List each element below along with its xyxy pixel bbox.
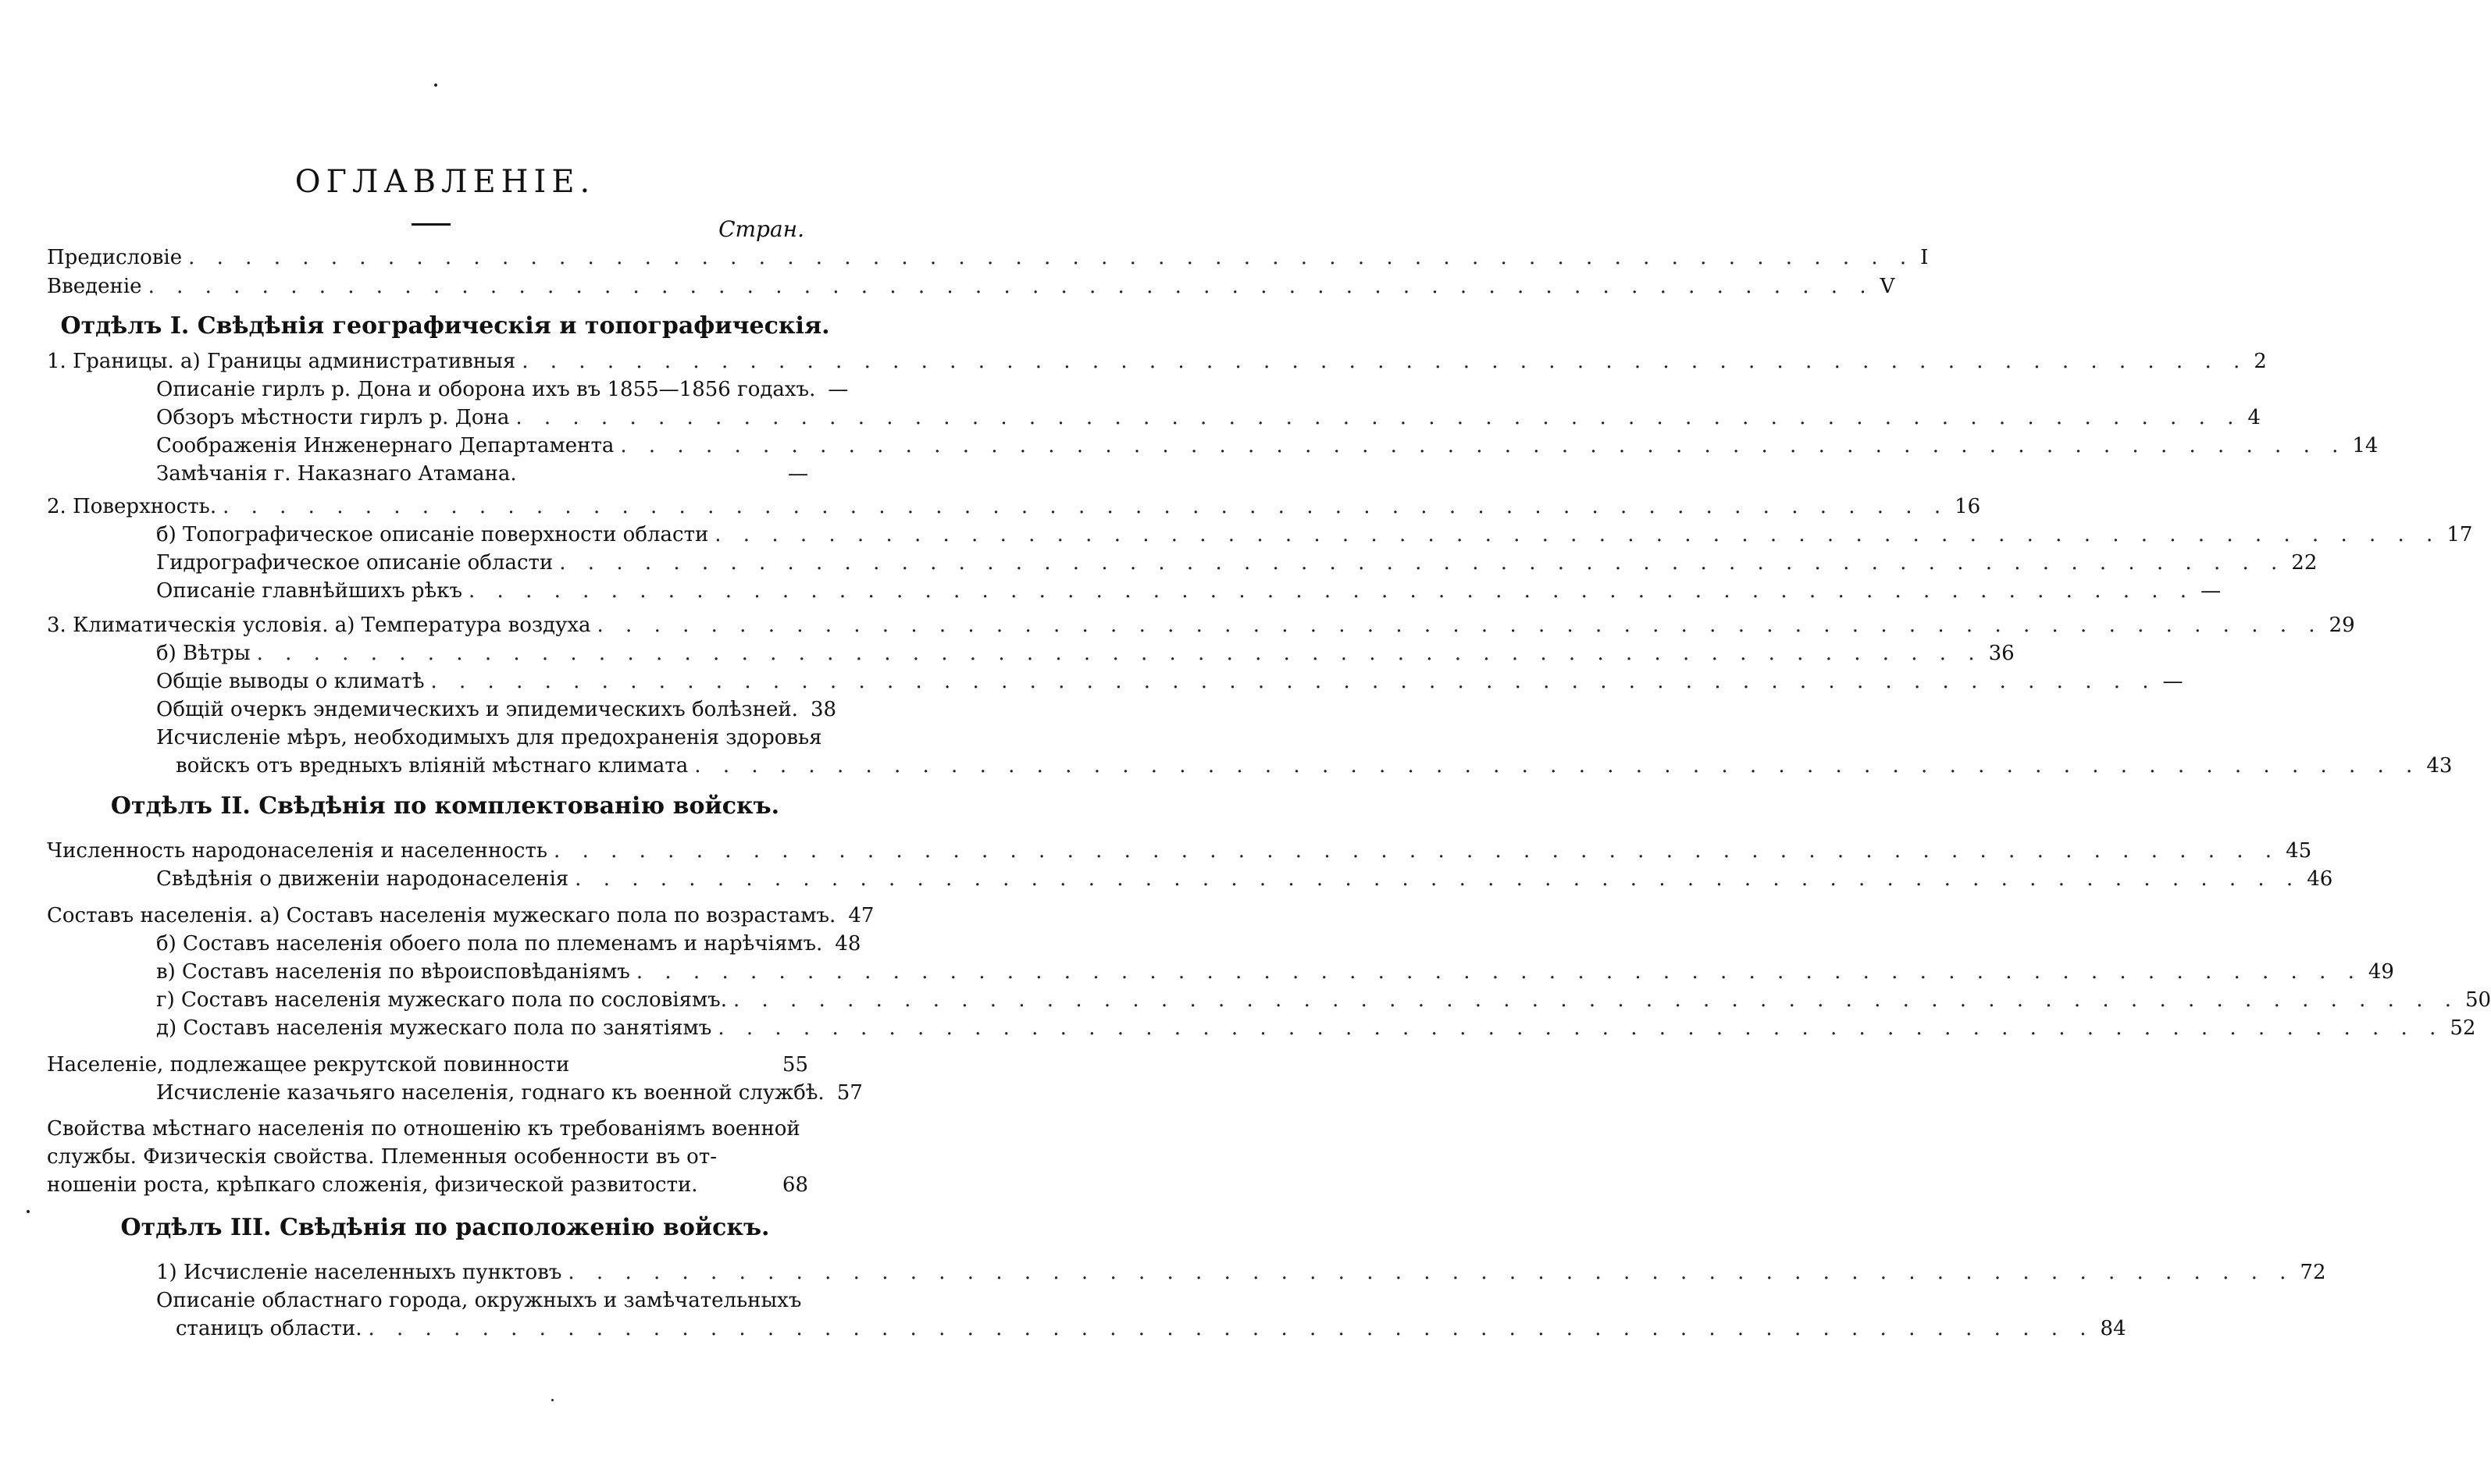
toc-entry[interactable]: [47, 272, 1895, 301]
toc-entry[interactable]: [156, 667, 2183, 696]
dot-leader: . . . . . . . . . . . . . . . . . . . . . . . . . . . . . . . . . . . . . . . . . . . . . . . . . . . . . . . . . . . . .: [718, 1016, 2444, 1040]
entry-label: службы. Физическія свойства. Племенныя особенности въ от-: [47, 1145, 717, 1169]
toc-entry[interactable]: [47, 837, 2312, 865]
page-number: 22: [2291, 551, 2318, 575]
page-column-header: Стран.: [718, 216, 804, 242]
toc-entry[interactable]: [156, 549, 2318, 577]
page-number: 68: [782, 1173, 808, 1197]
entry-label: г) Составъ населенія мужескаго пола по сословіямъ.: [156, 988, 727, 1012]
page-number: —: [2201, 579, 2222, 603]
page-number: 72: [2300, 1261, 2326, 1284]
toc-entry[interactable]: [156, 432, 2379, 460]
section-heading: Отдѣлъ II. Свѣдѣнія по комплектованію войскъ.: [110, 792, 780, 820]
page-number: 4: [2247, 406, 2261, 429]
page-number: 17: [2446, 523, 2473, 546]
entry-label: Исчисленіе мѣръ, необходимыхъ для предохраненія здоровья: [156, 726, 822, 749]
toc-entry[interactable]: [156, 958, 2394, 986]
entry-label: Населеніе, подлежащее рекрутской повинности: [47, 1053, 570, 1077]
toc-entry[interactable]: [47, 244, 1929, 272]
toc-entry[interactable]: [47, 493, 1981, 521]
entry-label: 1) Исчисленіе населенныхъ пунктовъ: [156, 1261, 562, 1284]
dot-leader: . . . . . . . . . . . . . . . . . . . . . . . . . . . . . . . . . . . . . . . . . . . . . . . . . . . . . . . . . . . . .: [188, 246, 1915, 269]
page-number: 50: [2465, 988, 2491, 1012]
page-number: 48: [835, 932, 861, 956]
dot-leader: . . . . . . . . . . . . . . . . . . . . . . . . . . . . . . . . . . . . . . . . . . . . . . . . . . . . . . . . . . . . .: [575, 867, 2301, 891]
entry-label: войскъ отъ вредныхъ вліяній мѣстнаго климата: [176, 754, 689, 778]
dot-leader: . . . . . . . . . . . . . . . . . . . . . . . . . . . . . . . . . . . . . . . . . . . . . . . . . . . . . . . . . . . . .: [148, 275, 1874, 298]
entry-label: 1. Границы. а) Границы административныя: [47, 350, 516, 373]
entry-label: Описаніе гирлъ р. Дона и оборона ихъ въ 1855—1856 годахъ.: [156, 378, 816, 401]
toc-entry[interactable]: [156, 639, 2015, 667]
dot-leader: . . . . . . . . . . . . . . . . . . . . . . . . . . . . . . . . . . . . . . . . . . . . . . . . . . . . . . . . . . . . .: [469, 579, 2195, 603]
page-number: —: [788, 462, 808, 486]
page-number: —: [828, 378, 849, 401]
dot-leader: . . . . . . . . . . . . . . . . . . . . . . . . . . . . . . . . . . . . . . . . . . . . . . . . . . . . . . . . . . . . .: [597, 614, 2323, 637]
dot-leader: . . . . . . . . . . . . . . . . . . . . . . . . . . . . . . . . . . . . . . . . . . . . . . . . . . . . . . . . . . . . .: [620, 434, 2347, 457]
entry-label: б) Топографическое описаніе поверхности области: [156, 523, 709, 546]
entry-label: в) Составъ населенія по вѣроисповѣданіямъ: [156, 960, 630, 984]
speck-mark: [551, 1399, 554, 1401]
entry-label: Исчисленіе казачьяго населенія, годнаго къ военной службѣ.: [156, 1081, 825, 1105]
entry-label: Описаніе главнѣйшихъ рѣкъ: [156, 579, 463, 603]
toc-entry[interactable]: [47, 902, 875, 930]
toc-entry[interactable]: [47, 347, 2267, 375]
dot-leader: . . . . . . . . . . . . . . . . . . . . . . . . . . . . . . . . . . . . . . . . . . . . . . . . . . . . . . . . . . . . .: [223, 495, 1949, 518]
toc-entry[interactable]: [156, 696, 837, 724]
page-number: 29: [2329, 614, 2355, 637]
dot-leader: . . . . . . . . . . . . . . . . . . . . . . . . . . . . . . . . . . . . . . . . . . . . . . . . . . . . . . . . . . . . .: [430, 670, 2157, 693]
toc-entry[interactable]: [156, 375, 849, 404]
entry-label: Обзоръ мѣстности гирлъ р. Дона: [156, 406, 510, 429]
entry-label: Замѣчанія г. Наказнаго Атамана.: [156, 462, 517, 486]
page-number: 36: [1988, 642, 2015, 665]
toc-entry[interactable]: [176, 1315, 2126, 1343]
toc-entry[interactable]: [156, 521, 2473, 549]
page-number: 84: [2100, 1317, 2126, 1340]
entry-label: Численность народонаселенія и населенность: [47, 839, 548, 863]
section-heading: Отдѣлъ III. Свѣдѣнія по расположенію войскъ.: [120, 1214, 770, 1241]
title-rule: [412, 223, 451, 226]
toc-entry[interactable]: [47, 1171, 808, 1199]
entry-label: ношеніи роста, крѣпкаго сложенія, физической развитости.: [47, 1173, 698, 1197]
entry-label: Соображенія Инженернаго Департамента: [156, 434, 615, 457]
toc-entry[interactable]: [47, 611, 2355, 639]
entry-label: б) Вѣтры: [156, 642, 251, 665]
dot-leader: . . . . . . . . . . . . . . . . . . . . . . . . . . . . . . . . . . . . . . . . . . . . . . . . . . . . . . . . . . . . .: [522, 350, 2248, 373]
dot-leader: . . . . . . . . . . . . . . . . . . . . . . . . . . . . . . . . . . . . . . . . . . . . . . . . . . . . . . . . . . . . .: [694, 754, 2421, 778]
page-number: 47: [848, 904, 875, 927]
toc-entry[interactable]: [156, 865, 2333, 893]
page-number: —: [2162, 670, 2183, 693]
entry-label: Свойства мѣстнаго населенія по отношенію къ требованіямъ военной: [47, 1117, 800, 1141]
page-number: 45: [2286, 839, 2312, 863]
dot-leader: . . . . . . . . . . . . . . . . . . . . . . . . . . . . . . . . . . . . . . . . . . . . . . . . . . . . . . . . . . . . .: [554, 839, 2280, 863]
entry-label: 3. Климатическія условія. а) Температура воздуха: [47, 614, 591, 637]
toc-entry[interactable]: [156, 460, 808, 488]
entry-label: Предисловіе: [47, 246, 183, 269]
toc-entry[interactable]: [156, 1079, 863, 1107]
dot-leader: . . . . . . . . . . . . . . . . . . . . . . . . . . . . . . . . . . . . . . . . . . . . . . . . . . . . . . . . . . . . .: [636, 960, 2362, 984]
toc-entry[interactable]: [47, 1051, 808, 1079]
page-number: 43: [2426, 754, 2453, 778]
page-number: V: [1880, 275, 1895, 298]
page-number: 57: [836, 1081, 863, 1105]
speck-mark: [434, 84, 437, 87]
toc-entry[interactable]: [156, 1014, 2476, 1042]
dot-leader: . . . . . . . . . . . . . . . . . . . . . . . . . . . . . . . . . . . . . . . . . . . . . . . . . . . . . . . . . . . . .: [559, 551, 2286, 575]
toc-entry[interactable]: [156, 577, 2222, 605]
entry-label: Описаніе областнаго города, окружныхъ и замѣчательныхъ: [156, 1289, 802, 1312]
dot-leader: . . . . . . . . . . . . . . . . . . . . . . . . . . . . . . . . . . . . . . . . . . . . . . . . . . . . . . . . . . . . .: [715, 523, 2441, 546]
dot-leader: . . . . . . . . . . . . . . . . . . . . . . . . . . . . . . . . . . . . . . . . . . . . . . . . . . . . . . . . . . . . .: [732, 988, 2460, 1012]
page-number: 14: [2352, 434, 2379, 457]
entry-label: Гидрографическое описаніе области: [156, 551, 554, 575]
entry-label: д) Составъ населенія мужескаго пола по занятіямъ: [156, 1016, 712, 1040]
page-number: 52: [2450, 1016, 2476, 1040]
toc-entry[interactable]: [156, 1258, 2326, 1286]
toc-entry[interactable]: [176, 752, 2453, 780]
page-number: I: [1920, 246, 1929, 269]
entry-label: 2. Поверхность.: [47, 495, 217, 518]
dot-leader: . . . . . . . . . . . . . . . . . . . . . . . . . . . . . . . . . . . . . . . . . . . . . . . . . . . . . . . . . . . . .: [256, 642, 1983, 665]
entry-label: б) Составъ населенія обоего пола по племенамъ и нарѣчіямъ.: [156, 932, 823, 956]
toc-entry[interactable]: [156, 930, 861, 958]
page-number: 2: [2254, 350, 2267, 373]
dot-leader: . . . . . . . . . . . . . . . . . . . . . . . . . . . . . . . . . . . . . . . . . . . . . . . . . . . . . . . . . . . . .: [515, 406, 2242, 429]
entry-label: Введеніе: [47, 275, 142, 298]
page-number: 49: [2368, 960, 2394, 984]
page-number: 38: [810, 698, 837, 721]
entry-label: Общіе выводы о климатѣ: [156, 670, 425, 693]
page-title: ОГЛАВЛЕНІЕ.: [294, 164, 596, 200]
toc-entry[interactable]: [156, 404, 2261, 432]
speck-mark: [27, 1210, 30, 1213]
entry-label: Общій очеркъ эндемическихъ и эпидемическихъ болѣзней.: [156, 698, 798, 721]
toc-entry[interactable]: [156, 986, 2491, 1014]
entry-label: Свѣдѣнія о движеніи народонаселенія: [156, 867, 569, 891]
dot-leader: . . . . . . . . . . . . . . . . . . . . . . . . . . . . . . . . . . . . . . . . . . . . . . . . . . . . . . . . . . . . .: [368, 1317, 2094, 1340]
dot-leader: . . . . . . . . . . . . . . . . . . . . . . . . . . . . . . . . . . . . . . . . . . . . . . . . . . . . . . . . . . . . .: [568, 1261, 2294, 1284]
page-number: 46: [2307, 867, 2333, 891]
page-number: 16: [1955, 495, 1981, 518]
entry-label: станицъ области.: [176, 1317, 362, 1340]
page-number: 55: [782, 1053, 808, 1077]
entry-label: Составъ населенія. а) Составъ населенія мужескаго пола по возрастамъ.: [47, 904, 836, 927]
section-heading: Отдѣлъ I. Свѣдѣнія географическія и топографическія.: [60, 312, 830, 340]
